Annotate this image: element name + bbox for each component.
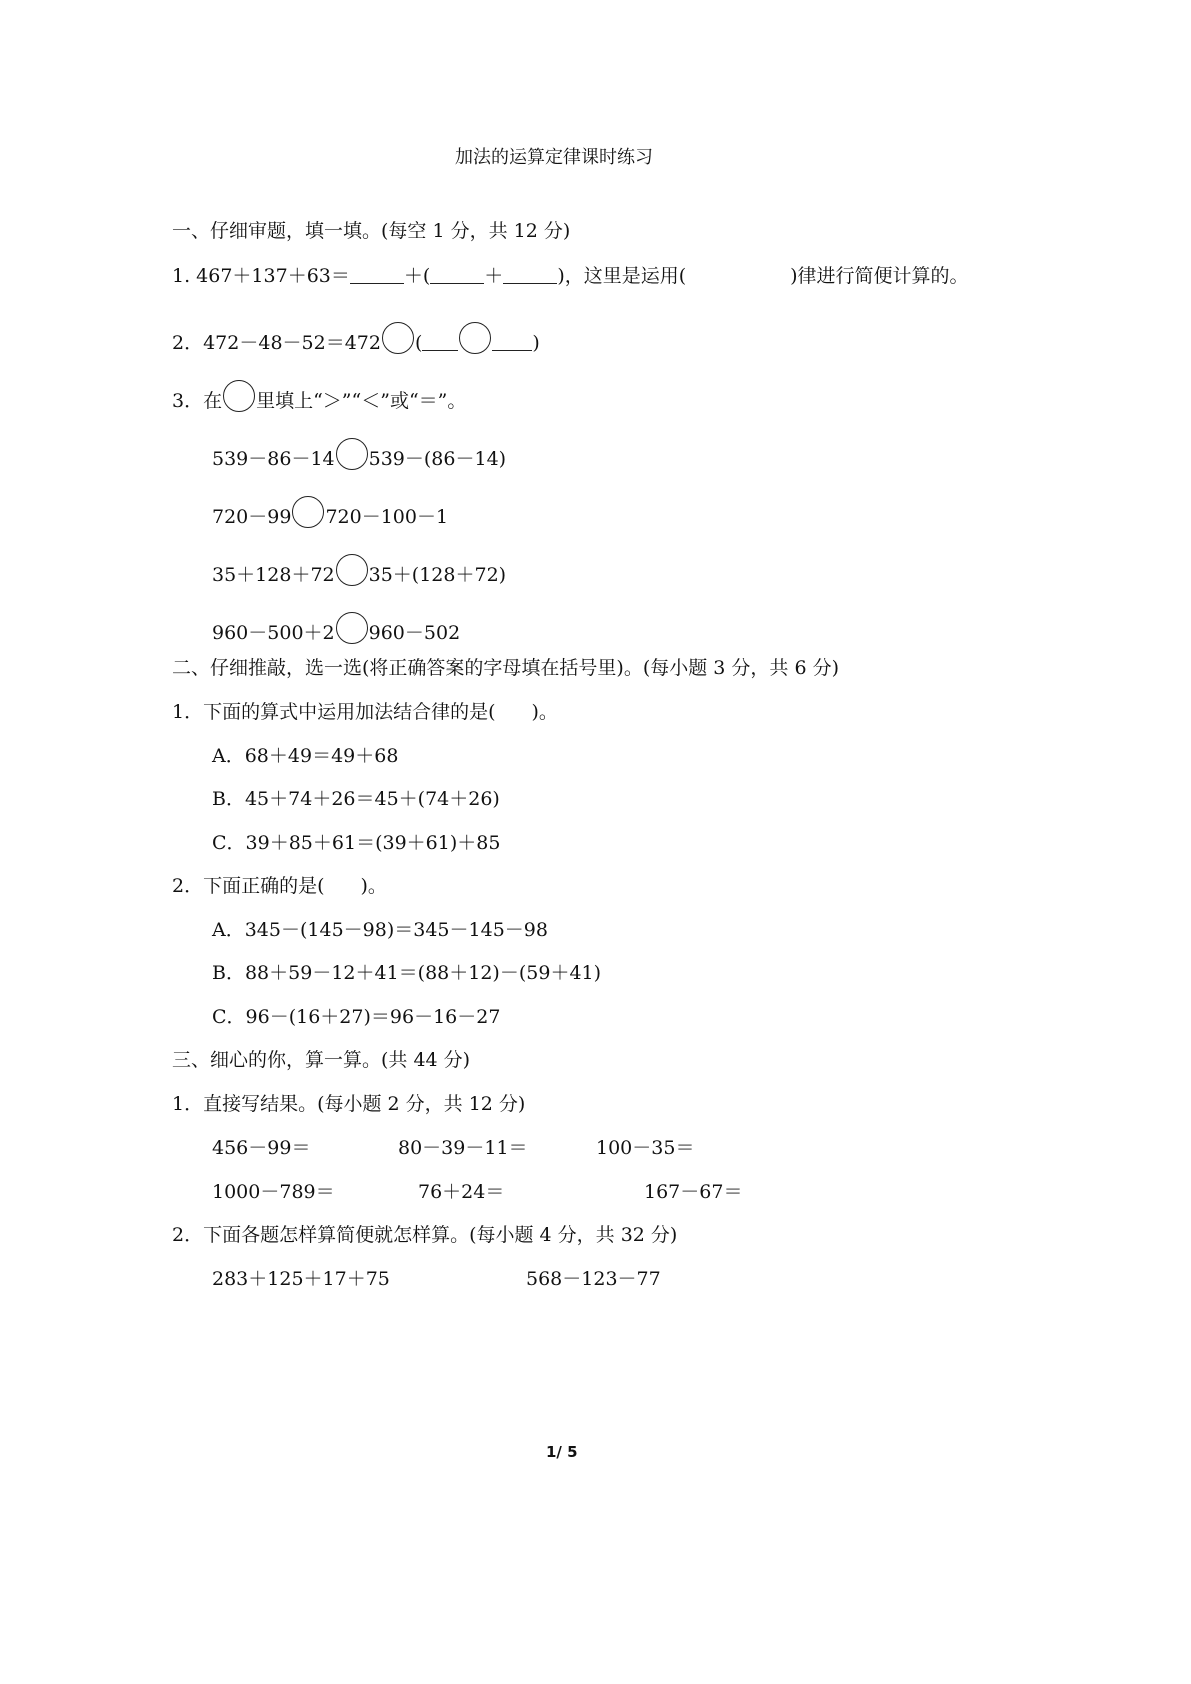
option-b: B．45＋74＋26＝45＋(74＋26) (212, 788, 500, 810)
answer-circle[interactable] (336, 438, 368, 470)
q3-suffix: 里填上“＞”“＜”或“＝”。 (256, 390, 467, 412)
q1-plus1: ＋( (403, 265, 431, 287)
answer-blank[interactable] (430, 265, 484, 284)
option-c: C．39＋85＋61＝(39＋61)＋85 (212, 832, 501, 854)
calc-item: 456－99＝ (212, 1137, 311, 1159)
calc-item: 100－35＝ (596, 1137, 695, 1159)
compare-right: 539－(86－14) (368, 448, 507, 470)
answer-circle[interactable] (336, 612, 368, 644)
q3-prefix: 3．在 (172, 390, 223, 412)
q-end: )。 (531, 701, 558, 723)
page-number: 1/ 5 (546, 1443, 578, 1461)
answer-blank[interactable] (350, 265, 404, 284)
q1-end: )律进行简便计算的。 (790, 265, 969, 287)
q1-mid: )，这里是运用( (557, 265, 687, 287)
calc-item: 167－67＝ (644, 1181, 743, 1203)
section3-heading: 三、细心的你，算一算。(共 44 分) (172, 1049, 471, 1071)
answer-circle[interactable] (292, 496, 324, 528)
option-a: A．345－(145－98)＝345－145－98 (212, 919, 548, 941)
question-2-2 (172, 874, 387, 898)
calc-item: 76＋24＝ (418, 1181, 505, 1203)
compare-row (212, 438, 506, 471)
q-end: )。 (360, 875, 387, 897)
calc-item: 1000－789＝ (212, 1181, 335, 1203)
compare-left: 35＋128＋72 (212, 564, 335, 586)
answer-blank[interactable] (422, 332, 458, 351)
answer-blank[interactable] (503, 265, 557, 284)
q2-open: ( (414, 332, 423, 354)
calc-item: 568－123－77 (526, 1268, 661, 1290)
option-c: C．96－(16＋27)＝96－16－27 (212, 1006, 501, 1028)
compare-row (212, 496, 448, 529)
answer-circle[interactable] (336, 554, 368, 586)
compare-right: 960－502 (368, 622, 461, 644)
compare-left: 960－500＋2 (212, 622, 335, 644)
question-1-1 (172, 264, 969, 288)
compare-row (212, 612, 460, 645)
section1-heading: 一、仔细审题，填一填。(每空 1 分，共 12 分) (172, 220, 571, 242)
page-title: 加法的运算定律课时练习 (455, 147, 653, 168)
question-3-2: 2．下面各题怎样算简便就怎样算。(每小题 4 分，共 32 分) (172, 1224, 678, 1246)
option-b: B．88＋59－12＋41＝(88＋12)－(59＋41) (212, 962, 602, 984)
compare-row (212, 554, 506, 587)
q-text: 1．下面的算式中运用加法结合律的是( (172, 701, 496, 723)
answer-circle[interactable] (382, 322, 414, 354)
q1-prefix: 1. 467＋137＋63＝ (172, 265, 350, 287)
compare-left: 720－99 (212, 506, 292, 528)
q-text: 2．下面正确的是( (172, 875, 325, 897)
answer-circle[interactable] (459, 322, 491, 354)
question-2-1 (172, 700, 558, 724)
question-1-2 (172, 322, 540, 355)
circle-icon (223, 380, 255, 412)
q2-prefix: 2．472－48－52＝472 (172, 332, 381, 354)
calc-item: 80－39－11＝ (398, 1137, 528, 1159)
compare-left: 539－86－14 (212, 448, 335, 470)
section2-heading: 二、仔细推敲，选一选(将正确答案的字母填在括号里)。(每小题 3 分，共 6 分) (172, 657, 839, 679)
compare-right: 35＋(128＋72) (368, 564, 507, 586)
answer-blank[interactable] (492, 332, 532, 351)
question-1-3 (172, 380, 466, 413)
compare-right: 720－100－1 (325, 506, 449, 528)
q2-close: ) (532, 332, 540, 354)
question-3-1: 1．直接写结果。(每小题 2 分，共 12 分) (172, 1093, 526, 1115)
calc-item: 283＋125＋17＋75 (212, 1268, 390, 1290)
option-a: A．68＋49＝49＋68 (212, 745, 399, 767)
q1-plus2: ＋ (484, 265, 504, 287)
